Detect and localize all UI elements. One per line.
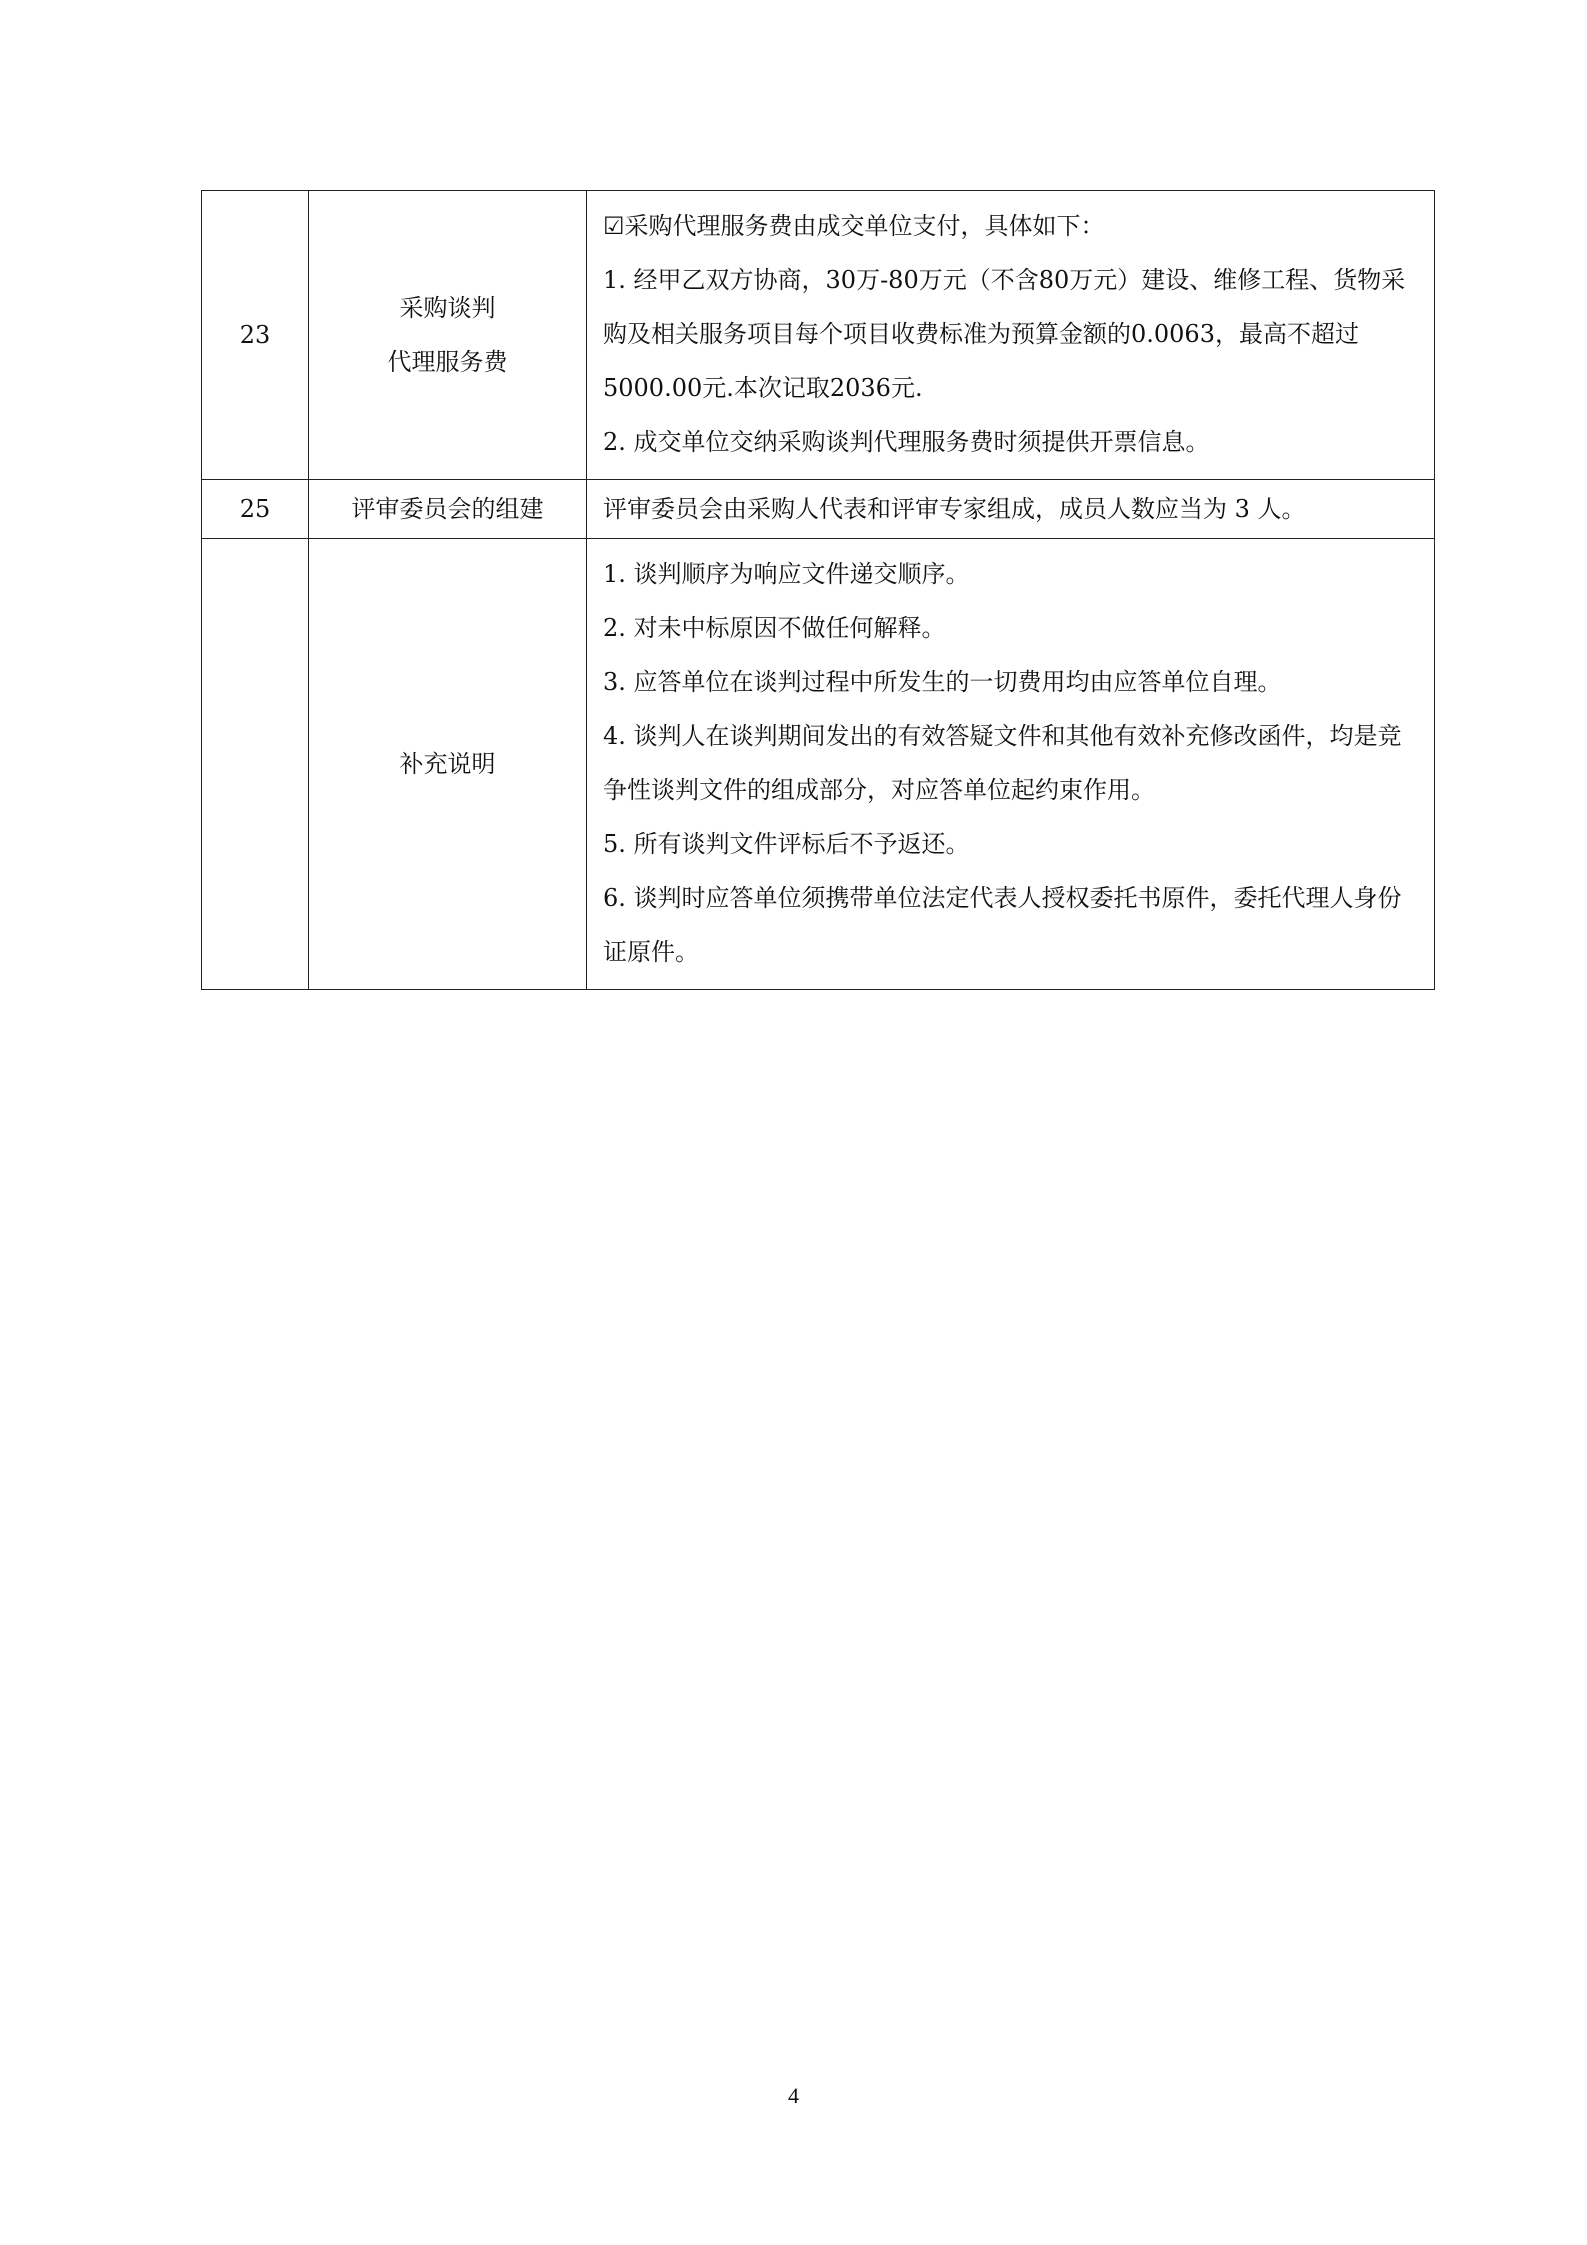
content-paragraph: 1. 谈判顺序为响应文件递交顺序。 [603,560,970,588]
row-content [587,539,1435,990]
content-paragraph: ☑采购代理服务费由成交单位支付，具体如下： [603,212,1105,240]
table-row [202,480,1435,539]
row-number [202,539,309,990]
item-name-line: 评审委员会的组建 [351,495,544,523]
item-name-line: 代理服务费 [387,348,508,376]
row-number: 25 [202,480,309,539]
row-content [587,191,1435,480]
row-number: 23 [202,191,309,480]
content-paragraph: 4. 谈判人在谈判期间发出的有效答疑文件和其他有效补充修改函件，均是竞争性谈判文件的组成部分，对应答单位起约束作用。 [603,722,1402,804]
content-paragraph: 2. 成交单位交纳采购谈判代理服务费时须提供开票信息。 [603,428,1210,456]
row-item-name [309,191,587,480]
item-name-line: 采购谈判 [399,294,496,322]
content-paragraph: 6. 谈判时应答单位须携带单位法定代表人授权委托书原件，委托代理人身份证原件。 [603,884,1402,966]
item-name-line: 补充说明 [399,750,496,778]
content-paragraph: 2. 对未中标原因不做任何解释。 [603,614,946,642]
content-paragraph: 1. 经甲乙双方协商，30万-80万元（不含80万元）建设、维修工程、货物采购及相关服务项目每个项目收费标准为预算金额的0.0063，最高不超过5000.00元.本次记取2036元. [603,266,1406,402]
table-row [202,539,1435,990]
content-paragraph: 3. 应答单位在谈判过程中所发生的一切费用均由应答单位自理。 [603,668,1282,696]
content-paragraph: 5. 所有谈判文件评标后不予返还。 [603,830,970,858]
row-item-name [309,480,587,539]
content-paragraph: 评审委员会由采购人代表和评审专家组成，成员人数应当为 3 人。 [603,495,1306,523]
page-number: 4 [788,2083,799,2108]
procurement-terms-table [201,190,1435,990]
row-content [587,480,1435,539]
row-item-name [309,539,587,990]
table-row [202,191,1435,480]
